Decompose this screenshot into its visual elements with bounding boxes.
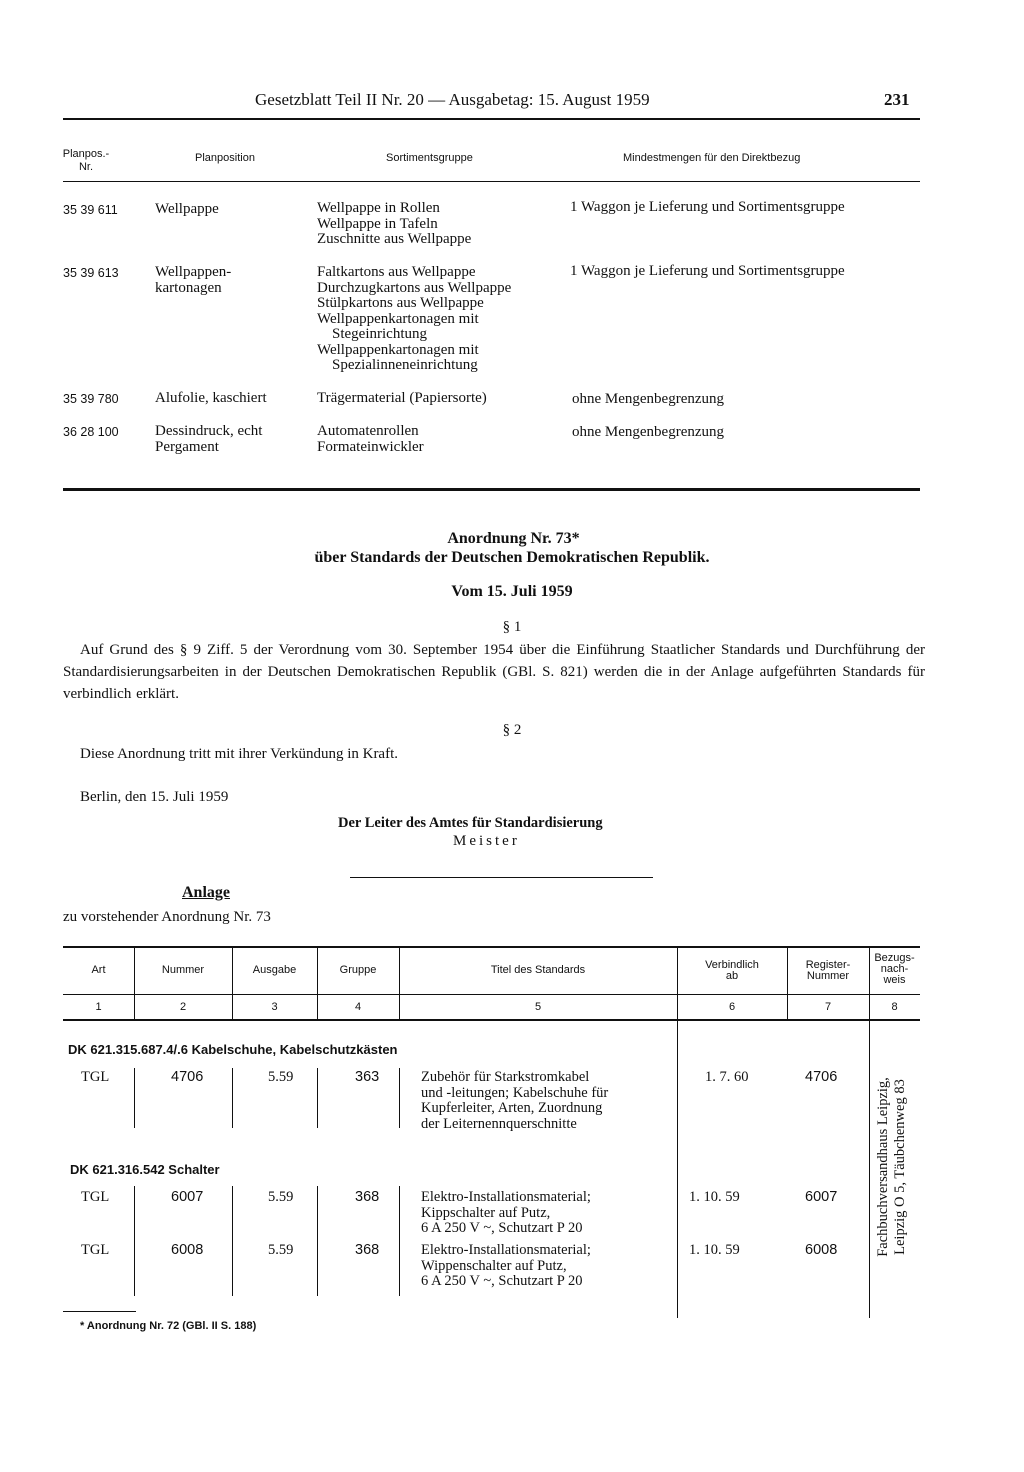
col-header-gruppe: Gruppe [339, 964, 377, 976]
table-row-nr: 35 39 780 [63, 392, 119, 406]
table-row-verbindlich: 1. 10. 59 [689, 1189, 740, 1205]
section-2-text: Diese Anordnung tritt mit ihrer Verkündung in Kraft. [80, 746, 399, 762]
table-row-nummer: 4706 [171, 1069, 204, 1085]
table-row-titel: Zubehör für Starkstromkabel und -leitungen; Kabelschuhe für Kupferleiter, Arten, Zuordnung der Leiternennquerschnitte [421, 1069, 609, 1132]
row-divider [317, 1186, 318, 1296]
bezugsnachweis-cell [868, 1052, 916, 1282]
col-header-planpos-nr: Planpos.- Nr. [62, 148, 110, 173]
table1-bottom-rule [63, 488, 920, 491]
col-header-art: Art [91, 964, 106, 976]
table-row-register: 4706 [805, 1069, 838, 1085]
table-row-gruppe: Wellpappe in Rollen Wellpappe in Tafeln Zuschnitte aus Wellpappe [317, 200, 472, 247]
ordinance-title-line1: Anordnung Nr. 73* [447, 530, 580, 547]
table-row-menge: ohne Mengenbegrenzung [572, 391, 725, 407]
col-header-sortimentsgruppe: Sortimentsgruppe [386, 152, 473, 164]
table2-header-bottom-rule [63, 1019, 920, 1021]
anlage-heading: Anlage [182, 884, 230, 901]
row-divider [399, 1186, 400, 1296]
col-number: 6 [728, 1001, 736, 1013]
standards-table [63, 946, 920, 1318]
table-row-menge: ohne Mengenbegrenzung [572, 424, 725, 440]
table-row-nr: 35 39 613 [63, 266, 119, 280]
table-row-titel: Elektro-Installationsmaterial; Wippenschalter auf Putz, 6 A 250 V ~, Schutzart P 20 [421, 1242, 591, 1289]
col-number: 3 [271, 1001, 278, 1013]
table-row-nr: 36 28 100 [63, 425, 119, 439]
section-1-label: § 1 [502, 619, 522, 635]
col-number: 8 [891, 1001, 898, 1013]
col-header-ausgabe: Ausgabe [252, 964, 297, 976]
col-number: 7 [824, 1001, 832, 1013]
section-1-text: Auf Grund des § 9 Ziff. 5 der Verordnung vom 30. September 1954 über die Einführung Staatlicher Standards und Durchführung der Standardisierungsarbeiten in der Deutschen Demokratischen Republik (GBl. S. 821) werden die in der Anlage aufgeführten Standards für verbindlich erklärt. [63, 642, 925, 702]
group-heading: DK 621.316.542 Schalter [70, 1162, 220, 1177]
table-row-gruppe: Automatenrollen Formateinwickler [317, 423, 424, 455]
running-header: Gesetzblatt Teil II Nr. 20 — Ausgabetag: 15. August 1959 [255, 90, 650, 109]
header-rule [63, 118, 920, 120]
table-row-gruppe: 368 [355, 1242, 380, 1258]
table-row-menge: 1 Waggon je Lieferung und Sortimentsgruppe [570, 199, 845, 215]
table2-number-rule [63, 994, 920, 995]
col-header-mindestmengen: Mindestmengen für den Direktbezug [623, 152, 801, 164]
table-row-ausgabe: 5.59 [268, 1189, 294, 1205]
table-row-position: Wellpappen- kartonagen [155, 264, 232, 296]
table-row-ausgabe: 5.59 [268, 1069, 294, 1085]
place-and-date: Berlin, den 15. Juli 1959 [80, 789, 229, 805]
row-divider [399, 1068, 400, 1128]
col-number: 1 [95, 1001, 102, 1013]
table-row-position: Dessindruck, echt Pergament [155, 423, 263, 455]
ordinance-title [0, 529, 1024, 567]
table-row-menge: 1 Waggon je Lieferung und Sortimentsgruppe [570, 263, 845, 279]
col-header-verbindlich: Verbindlich ab [705, 959, 759, 982]
table-row-art: TGL [81, 1069, 110, 1085]
footnote-rule [63, 1311, 136, 1312]
col-header-bezugsnachweis: Bezugs- nach- weis [874, 952, 915, 986]
col-header-register: Register- Nummer [805, 959, 851, 982]
table-row-verbindlich: 1. 10. 59 [689, 1242, 740, 1258]
table-row-register: 6007 [805, 1189, 838, 1205]
section-2-label: § 2 [502, 722, 522, 738]
ordinance-date: Vom 15. Juli 1959 [451, 583, 573, 600]
table-row-verbindlich: 1. 7. 60 [705, 1069, 749, 1085]
table1-header-rule [63, 181, 920, 182]
col-number: 5 [534, 1001, 542, 1013]
row-divider [232, 1068, 233, 1128]
table-row-nummer: 6008 [171, 1242, 204, 1258]
page-number: 231 [884, 90, 910, 109]
table-row-titel: Elektro-Installationsmaterial; Kippschalter auf Putz, 6 A 250 V ~, Schutzart P 20 [421, 1189, 591, 1236]
table-row-gruppe: Faltkartons aus Wellpappe Durchzugkartons aus Wellpappe Stülpkartons aus Wellpappe Wellpappenkartonagen mit Stegeinrichtung Wellpappenkartonagen mit Spezialinneneinrichtung [317, 264, 512, 373]
col-header-planposition: Planposition [195, 152, 255, 164]
col-number: 2 [179, 1001, 187, 1013]
row-divider [232, 1186, 233, 1296]
group-heading: DK 621.315.687.4/.6 Kabelschuhe, Kabelschutzkästen [68, 1042, 398, 1057]
table-row-gruppe: 368 [355, 1189, 380, 1205]
signatory-title: Der Leiter des Amtes für Standardisierung [338, 815, 603, 831]
anlage-subtitle: zu vorstehender Anordnung Nr. 73 [63, 909, 271, 925]
table-row-position: Wellpappe [155, 201, 219, 217]
bezugsnachweis-text: Fachbuchversandhaus Leipzig, Leipzig O 5, Täubchenweg 83 [875, 1077, 908, 1257]
signature-separator [350, 877, 653, 878]
table-row-art: TGL [81, 1242, 110, 1258]
ordinance-title-line2: über Standards der Deutschen Demokratischen Republik. [314, 549, 710, 566]
table-row-position: Alufolie, kaschiert [155, 390, 267, 406]
table2-top-rule [63, 946, 920, 948]
table-row-art: TGL [81, 1189, 110, 1205]
signatory-name: Meister [453, 833, 520, 849]
table-row-nummer: 6007 [171, 1189, 204, 1205]
row-divider [134, 1068, 135, 1128]
col-header-nummer: Nummer [161, 964, 205, 976]
row-divider [134, 1186, 135, 1296]
table-row-gruppe: 363 [355, 1069, 380, 1085]
col-number: 4 [354, 1001, 362, 1013]
table-row-ausgabe: 5.59 [268, 1242, 294, 1258]
table-row-nr: 35 39 611 [63, 203, 118, 217]
col-header-titel: Titel des Standards [490, 964, 586, 976]
table-row-gruppe: Trägermaterial (Papiersorte) [317, 390, 487, 406]
row-divider [317, 1068, 318, 1128]
table-row-register: 6008 [805, 1242, 838, 1258]
footnote: * Anordnung Nr. 72 (GBl. II S. 188) [80, 1320, 257, 1332]
